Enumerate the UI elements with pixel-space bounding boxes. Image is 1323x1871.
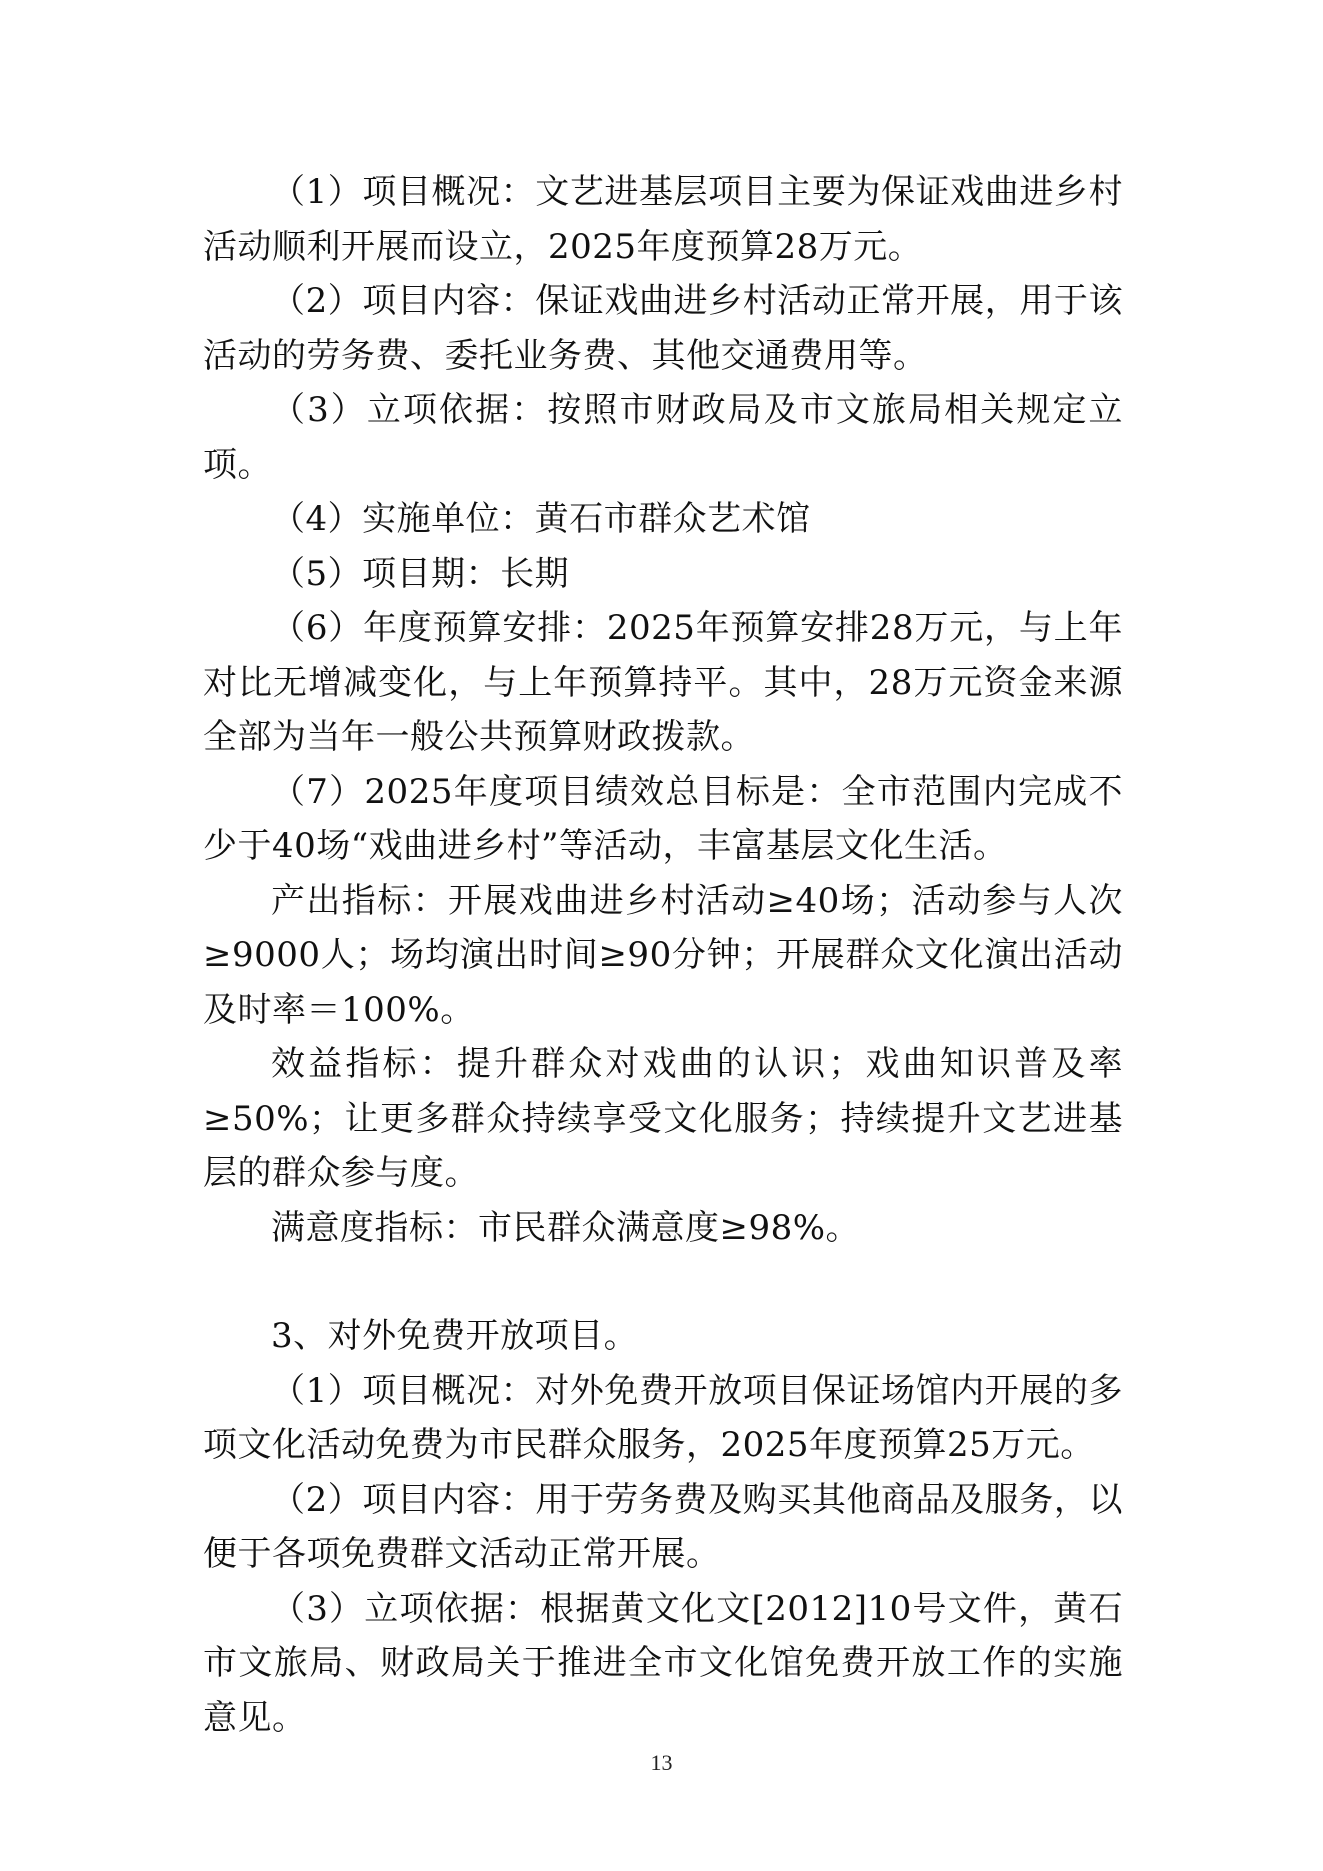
paragraph-satisfaction-indicators: 满意度指标：市民群众满意度≥98%。	[271, 1207, 861, 1248]
paragraph-project-period: （5）项目期：长期	[271, 553, 570, 594]
document-body	[203, 165, 1123, 1745]
paragraph-annual-budget: （6）年度预算安排：2025年预算安排28万元，与上年对比无增减变化，与上年预算持平。其中，28万元资金来源全部为当年一般公共预算财政拨款。	[203, 608, 1123, 757]
paragraph-free-opening-basis: （3）立项依据：根据黄文化文[2012]10号文件，黄石市文旅局、财政局关于推进全市文化馆免费开放工作的实施意见。	[203, 1588, 1123, 1738]
section-heading-free-opening: 3、对外免费开放项目。	[271, 1316, 639, 1356]
paragraph-free-opening-overview: （1）项目概况：对外免费开放项目保证场馆内开展的多项文化活动免费为市民群众服务，2025年度预算25万元。	[203, 1370, 1123, 1465]
page-number: 13	[650, 1750, 673, 1775]
paragraph-benefit-indicators: 效益指标：提升群众对戏曲的认识；戏曲知识普及率≥50%；让更多群众持续享受文化服务；持续提升文艺进基层的群众参与度。	[203, 1044, 1123, 1193]
paragraph-output-indicators: 产出指标：开展戏曲进乡村活动≥40场；活动参与人次≥9000人；场均演出时间≥90分钟；开展群众文化演出活动及时率＝100%。	[203, 880, 1123, 1030]
paragraph-free-opening-content: （2）项目内容：用于劳务费及购买其他商品及服务，以便于各项免费群文活动正常开展。	[203, 1479, 1123, 1574]
paragraph-project-overview: （1）项目概况：文艺进基层项目主要为保证戏曲进乡村活动顺利开展而设立，2025年度预算28万元。	[203, 172, 1123, 267]
paragraph-project-content: （2）项目内容：保证戏曲进乡村活动正常开展，用于该活动的劳务费、委托业务费、其他交通费用等。	[203, 281, 1123, 376]
paragraph-performance-goal: （7）2025年度项目绩效总目标是：全市范围内完成不少于40场“戏曲进乡村”等活动，丰富基层文化生活。	[203, 771, 1123, 866]
paragraph-project-basis: （3）立项依据：按照市财政局及市文旅局相关规定立项。	[203, 390, 1123, 485]
paragraph-implementing-unit: （4）实施单位：黄石市群众艺术馆	[271, 499, 811, 539]
